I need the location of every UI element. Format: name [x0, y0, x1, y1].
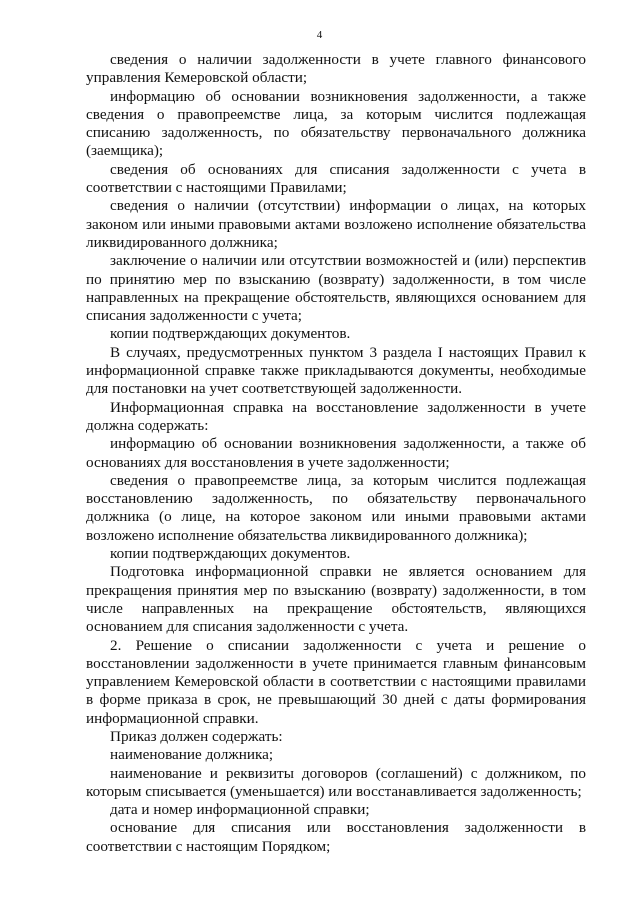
paragraph-10: сведения о правопреемстве лица, за которым числится подлежащая восстановлению задолженность, по обязательству первоначального должника (о лице, на которое законом или иными правовыми актами возложено исполнение обязательства ликвидированного должника); — [86, 471, 586, 544]
page-number: 4 — [316, 29, 323, 41]
paragraph-18: основание для списания или восстановления задолженности в соответствии с настоящим Порядком; — [86, 819, 586, 855]
paragraph-6: копии подтверждающих документов. — [110, 325, 351, 343]
paragraph-2: информацию об основании возникновения задолженности, а также сведения о правопреемстве лица, за которым числится подлежащая списанию задолженность, по обязательству первоначального должника (заемщика); — [86, 87, 586, 160]
paragraph-8: Информационная справка на восстановление задолженности в учете должна содержать: — [86, 398, 586, 434]
paragraph-16: наименование и реквизиты договоров (соглашений) с должником, по которым списывается (уменьшается) или восстанавливается задолженность; — [86, 764, 586, 800]
paragraph-9: информацию об основании возникновения задолженности, а также об основаниях для восстановления в учете задолженности; — [86, 435, 586, 471]
paragraph-11: копии подтверждающих документов. — [110, 545, 351, 563]
paragraph-12: Подготовка информационной справки не является основанием для прекращения принятия мер по взысканию (возврату) задолженности, в том числе направленных на прекращение обстоятельств, являющихся основанием для списания задолженности с учета. — [86, 563, 586, 636]
paragraph-14: Приказ должен содержать: — [110, 727, 283, 745]
paragraph-4: сведения о наличии (отсутствии) информации о лицах, на которых законом или иными правовыми актами возложено исполнение обязательства ликвидированного должника; — [86, 197, 586, 251]
paragraph-3: сведения об основаниях для списания задолженности с учета в соответствии с настоящими Правилами; — [86, 160, 586, 197]
document-body — [86, 51, 586, 856]
paragraph-1: сведения о наличии задолженности в учете главного финансового управления Кемеровской области; — [86, 51, 586, 87]
paragraph-7: В случаях, предусмотренных пунктом 3 раздела I настоящих Правил к информационной справке также прикладываются документы, необходимые для постановки на учет соответствующей задолженности. — [86, 343, 586, 398]
paragraph-5: заключение о наличии или отсутствии возможностей и (или) перспектив по принятию мер по взысканию (возврату) задолженности, в том числе направленных на прекращение обстоятельств, являющихся основанием для списания задолженности с учета; — [86, 252, 586, 325]
paragraph-15: наименование должника; — [110, 746, 274, 764]
paragraph-13: 2. Решение о списании задолженности с учета и решение о восстановлении задолженности в учете принимается главным финансовым управлением Кемеровской области в соответствии с настоящими правилами в форме приказа в срок, не превышающий 30 дней с даты формирования информационной справки. — [86, 636, 586, 727]
paragraph-17: дата и номер информационной справки; — [110, 801, 370, 819]
